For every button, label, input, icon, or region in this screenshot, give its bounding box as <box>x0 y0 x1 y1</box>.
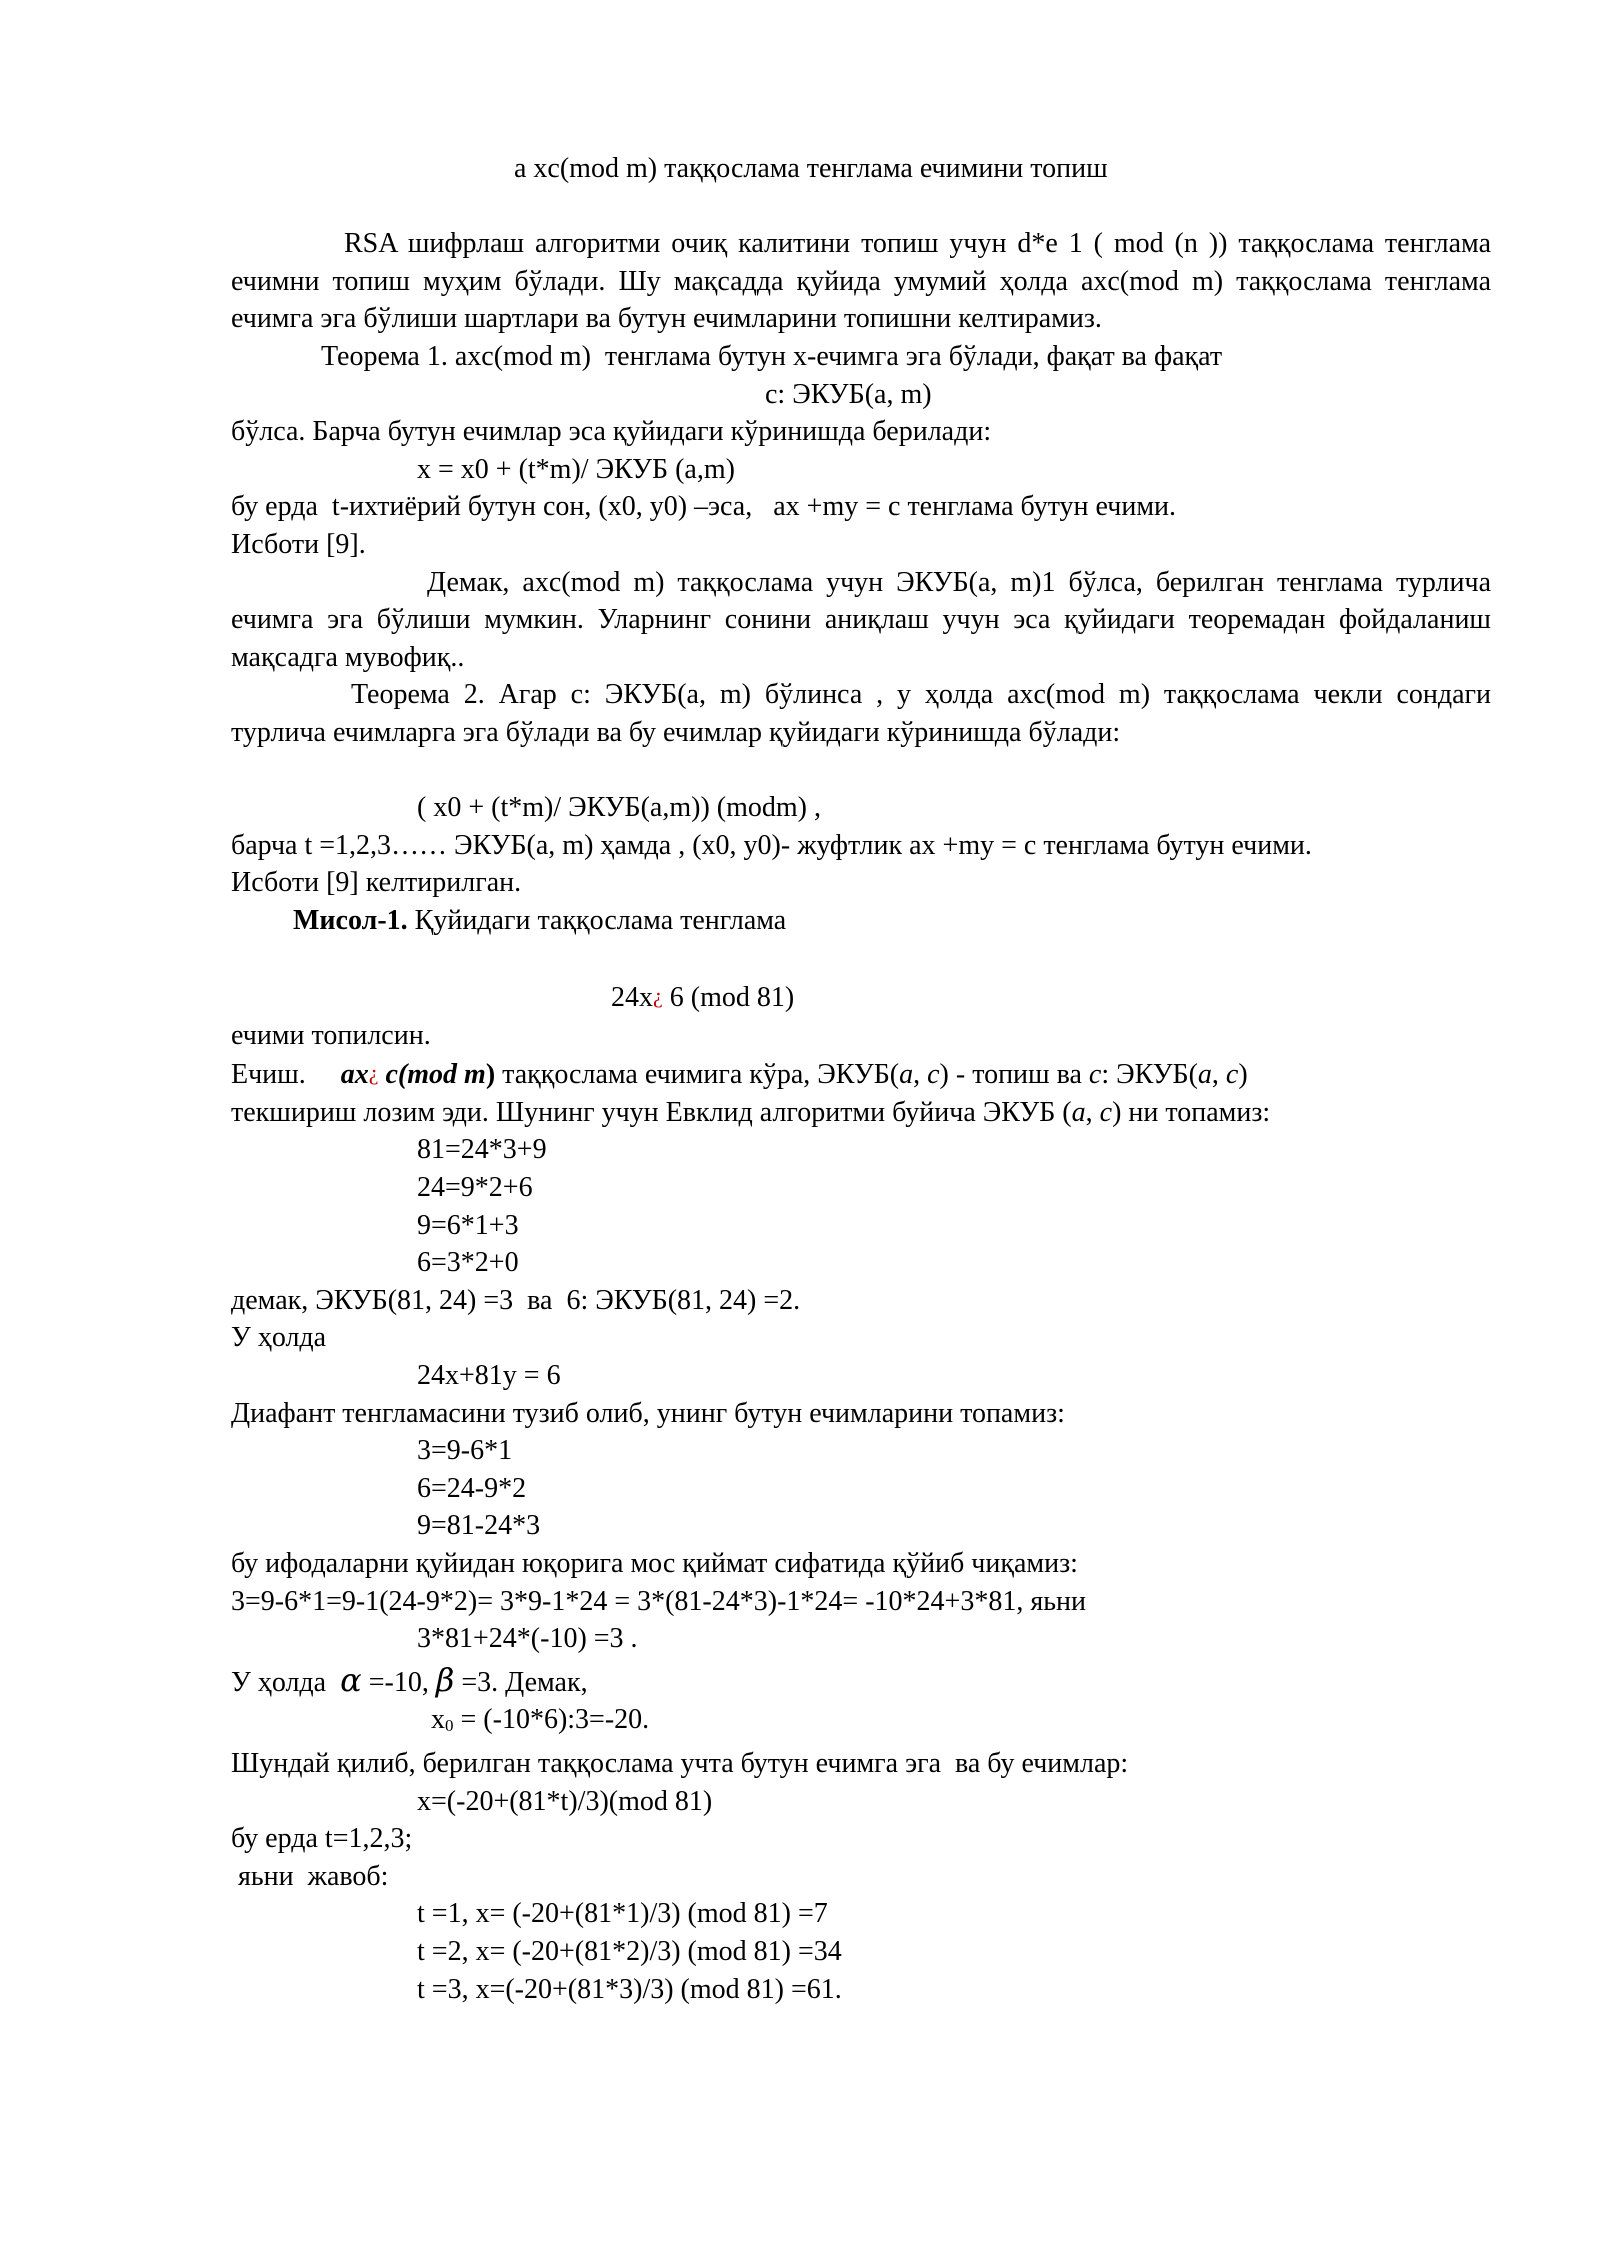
document-body <box>231 150 1491 2008</box>
paren: ) <box>1238 1059 1248 1091</box>
proof-ref-2: Исботи [9] келтирилган. <box>231 867 522 899</box>
proof-ref-1: Исботи [9]. <box>231 528 366 560</box>
then-text: У ҳолда <box>231 1322 327 1354</box>
comma: , <box>1085 1096 1100 1128</box>
diophantine-equation: 24x+81y = 6 <box>417 1360 561 1391</box>
general-solution: x=(-20+(81*t)/3)(mod 81) <box>417 1785 713 1817</box>
solution-line-2-text: текшириш лозим эди. Шунинг учун Евклид алгоритми буйича ЭКУБ ( <box>231 1096 1072 1128</box>
x0-line <box>231 1701 1491 1745</box>
answer-line: t =1, x= (-20+(81*1)/3) (mod 81) =7 <box>417 1898 828 1930</box>
spacer <box>231 752 1491 790</box>
example-find: ечими топилсин. <box>231 1019 431 1051</box>
comma: , <box>913 1059 928 1091</box>
solution-mid: ) - топиш ва <box>939 1059 1089 1091</box>
example-heading <box>231 902 1491 940</box>
var-a: a <box>1071 1096 1086 1128</box>
back-substitution-step: 9=81-24*3 <box>417 1510 541 1542</box>
beta-symbol: β <box>435 1660 455 1699</box>
substitution-result: 3*81+24*(-10) =3 . <box>417 1623 638 1655</box>
var-c: c <box>927 1059 940 1091</box>
example-eq-left: 24x <box>611 982 653 1014</box>
document-title: a xc(mod m) таққослама тенглама ечимини топиш <box>514 153 1108 184</box>
substitution-text: бу ифодаларни қуйидан юқорига мос қиймат сифатида қўйиб чиқамиз: <box>231 1547 1078 1579</box>
euclid-step: 24=9*2+6 <box>417 1172 533 1204</box>
answer-label: яьни жавоб: <box>231 1860 389 1892</box>
comma: , <box>1211 1059 1226 1091</box>
solution-mid-2: : ЭКУБ( <box>1101 1059 1198 1091</box>
x0-value: = (-10*6):3=-20. <box>453 1704 650 1736</box>
beta-value: =3. Демак, <box>454 1666 588 1698</box>
x0-variable: x <box>431 1704 445 1736</box>
theorem-1: Теорема 1. axc(mod m) тенглама бутун x-ечимга эга бўлади, фақат ва фақат <box>321 340 1223 372</box>
where-note-1: бу ерда t-ихтиёрий бутун сон, (x0, y0) –эса, ax +my = c тенглама бутун ечими. <box>231 491 1177 523</box>
euclid-step: 81=24*3+9 <box>417 1134 547 1166</box>
congruence-mark: ¿ <box>653 983 663 1009</box>
var-c: c <box>1099 1096 1113 1128</box>
back-substitution-step: 3=9-6*1 <box>417 1435 513 1467</box>
answer-line: t =3, x=(-20+(81*3)/3) (mod 81) =61. <box>417 1973 842 2005</box>
solution-rest: таққослама ечимига кўра, ЭКУБ( <box>495 1059 900 1091</box>
where-note-2: барча t =1,2,3…… ЭКУБ(a, m) ҳамда , (x0, y0)- жуфтлик ax +my = c тенглама бутун ечими. <box>231 829 1312 861</box>
var-a: a <box>1197 1059 1212 1091</box>
solution-line-2 <box>231 1094 1491 1132</box>
solution-line-2-end: ) ни топамиз: <box>1112 1096 1271 1128</box>
congruence-mark: ¿ <box>368 1060 379 1086</box>
solution-line-1 <box>231 1054 1491 1094</box>
coefficients-line <box>231 1662 1491 1702</box>
paragraph-intro: RSA шифрлаш алгоритми очиқ калитини топиш учун d*e 1 ( mod (n )) таққослама тенглама ечимни топиш муҳим бўлади. Шу мақсадда қуйида умумий ҳолда axc(mod m) таққослама тенглама ечимга эга бўлиши шартлари ва бутун ечимларини топишни келтирамиз. <box>231 228 1491 335</box>
example-label: Мисол-1. <box>293 904 408 936</box>
solution-label: Ечиш. <box>231 1059 306 1091</box>
solution-cmod: c(mod m <box>378 1059 486 1091</box>
euclid-step: 6=3*2+0 <box>417 1247 519 1279</box>
euclid-step: 9=6*1+3 <box>417 1209 519 1241</box>
theorem-1-tail: бўлса. Барча бутун ечимлар эса қуйидаги кўринишда берилади: <box>231 416 992 448</box>
answer-line: t =2, x= (-20+(81*2)/3) (mod 81) =34 <box>417 1935 842 1967</box>
spacer <box>231 188 1491 226</box>
substitution-line: 3=9-6*1=9-1(24-9*2)= 3*9-1*24 = 3*(81-24*3)-1*24= -10*24+3*81, яьни <box>231 1585 1086 1617</box>
gcd-conclusion: демак, ЭКУБ(81, 24) =3 ва 6: ЭКУБ(81, 24) =2. <box>231 1284 801 1316</box>
example-eq-right: 6 (mod 81) <box>662 982 795 1014</box>
formula-theorem-2: ( x0 + (t*m)/ ЭКУБ(a,m)) (modm) , <box>417 792 821 824</box>
alpha-value: =-10, <box>361 1666 436 1698</box>
var-c: c <box>1225 1059 1239 1091</box>
then-text: У ҳолда <box>231 1666 334 1698</box>
example-text: Қуйидаги таққослама тенглама <box>407 904 787 936</box>
theorem-1-condition: c: ЭКУБ(a, m) <box>765 378 932 410</box>
var-a: a <box>899 1059 914 1091</box>
alpha-symbol: α <box>340 1660 362 1699</box>
formula-general-solution: x = x0 + (t*m)/ ЭКУБ (a,m) <box>417 453 735 485</box>
example-equation <box>231 977 1491 1017</box>
solution-close: ) <box>485 1059 496 1091</box>
paragraph-consequence: Демак, axc(mod m) таққослама учун ЭКУБ(a, m)1 бўлса, берилган тенглама турлича ечимга эга бўлиши мумкин. Уларнинг сонини аниқлаш учун эса қуйидаги теоремадан фойдаланиш мақсадга мувофиқ.. <box>231 566 1491 673</box>
x0-subscript: 0 <box>445 1716 454 1736</box>
solution-ax: ax <box>340 1059 369 1091</box>
conclusion-text: Шундай қилиб, берилган таққослама учта бутун ечимга эга ва бу ечимлар: <box>231 1747 1129 1779</box>
diophantine-text: Диафант тенгламасини тузиб олиб, унинг бутун ечимларини топамиз: <box>231 1397 1065 1429</box>
theorem-2: Теорема 2. Агар c: ЭКУБ(a, m) бўлинса , у ҳолда axc(mod m) таққослама чекли сондаги турлича ечимларга эга бўлади ва бу ечимлар қуйидаги кўринишда бўлади: <box>231 679 1491 748</box>
back-substitution-step: 6=24-9*2 <box>417 1472 527 1504</box>
spacer <box>231 939 1491 977</box>
var-c: c <box>1088 1059 1102 1091</box>
where-note-3: бу ерда t=1,2,3; <box>231 1823 413 1855</box>
